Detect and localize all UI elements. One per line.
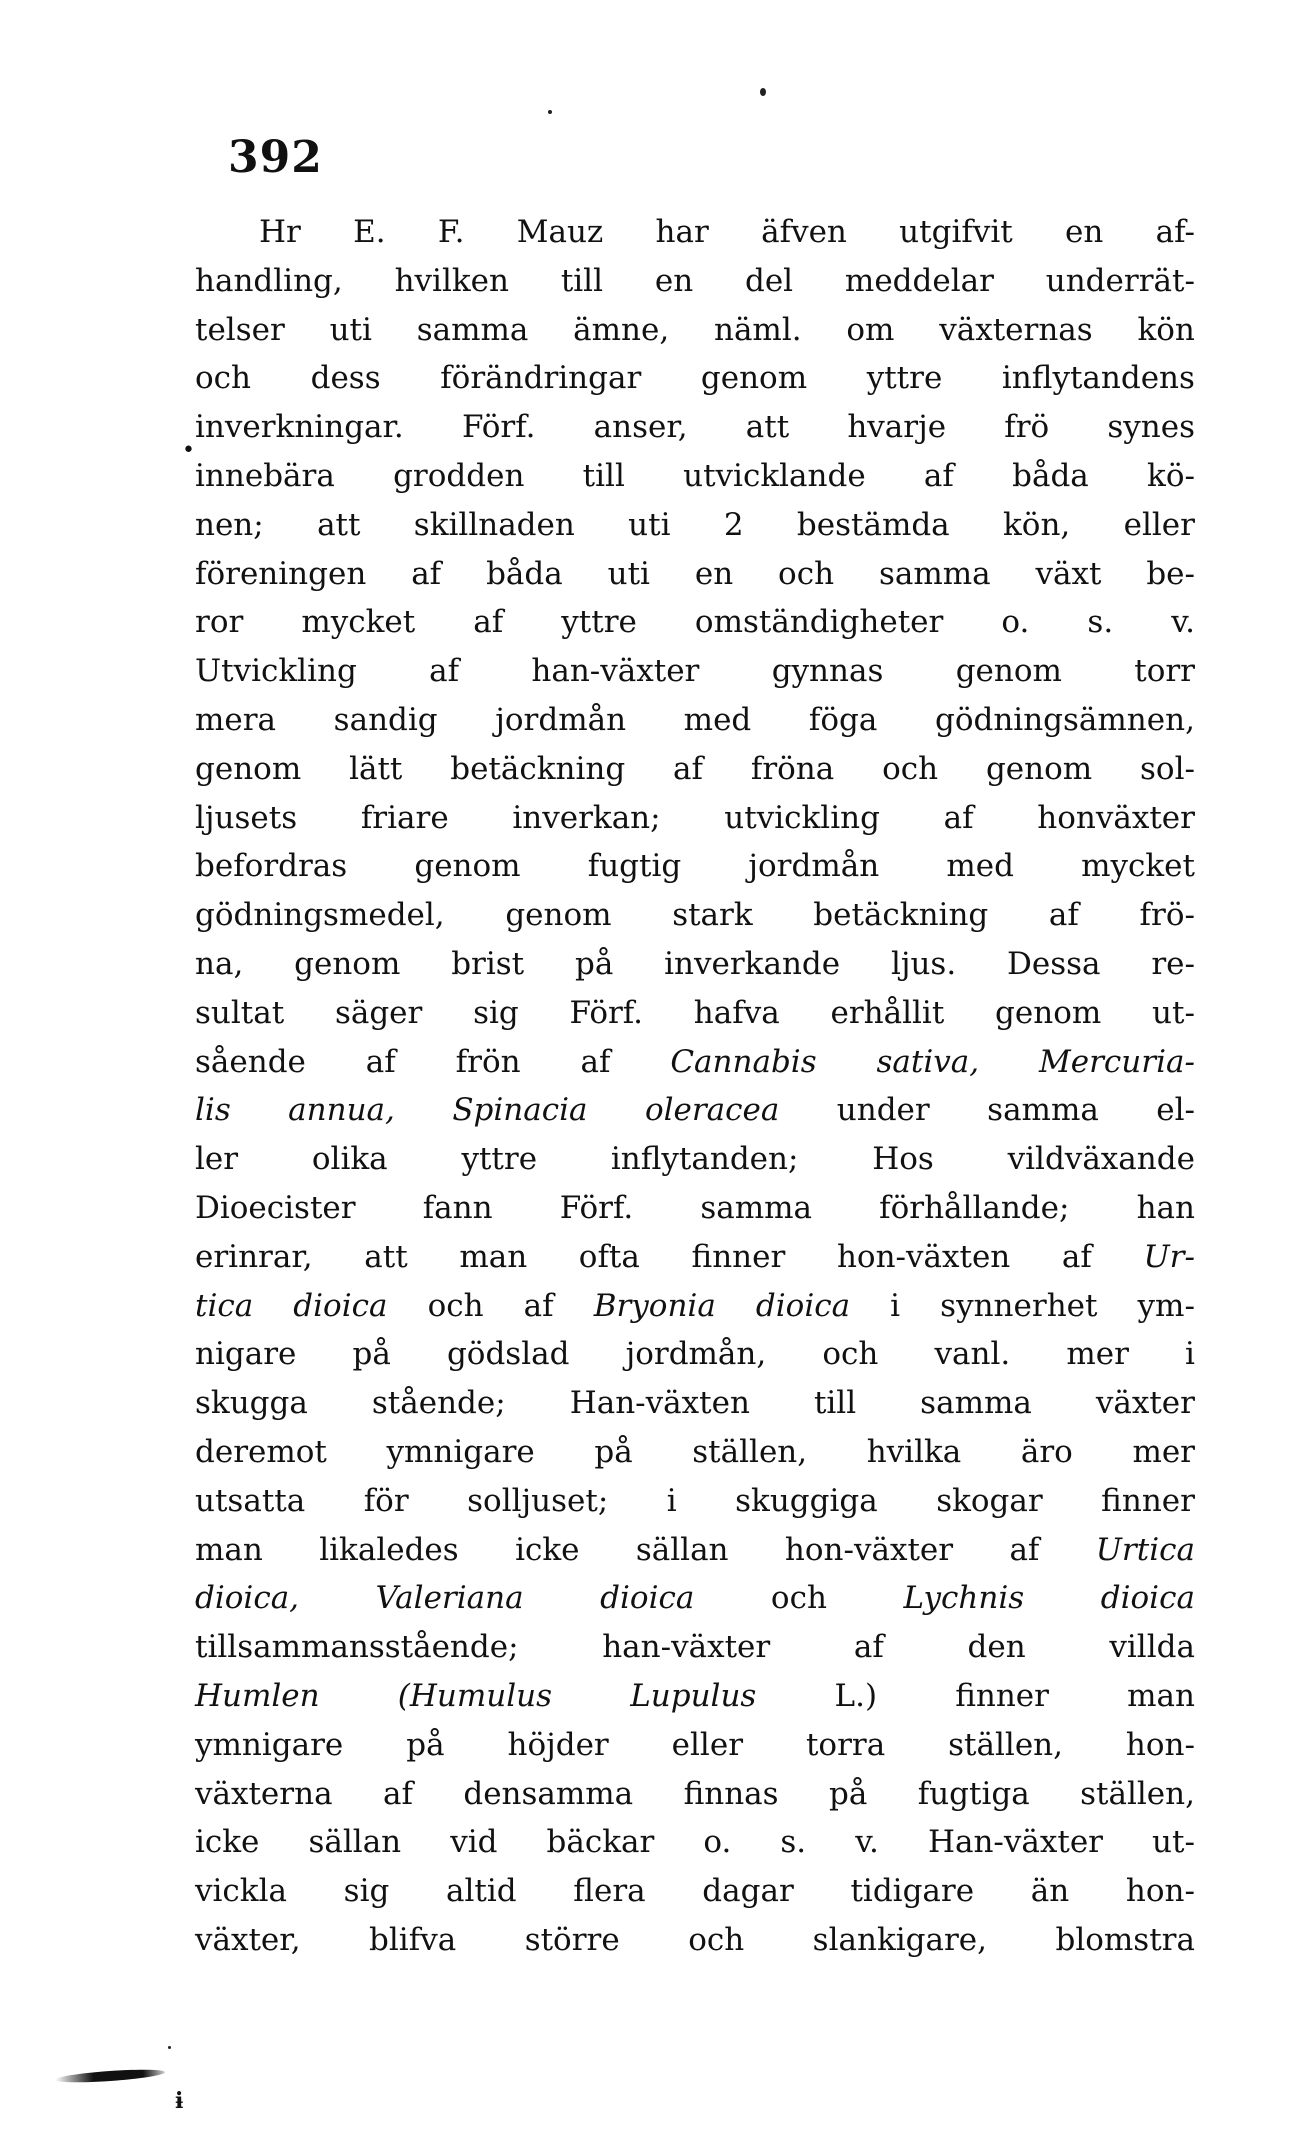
text-word: gynnas [771, 653, 884, 690]
text-word: Förf. [569, 994, 644, 1031]
text-word: han-växter [602, 1629, 771, 1666]
text-word: altid [446, 1873, 517, 1910]
text-word: likaledes [319, 1531, 459, 1568]
text-word: inflytanden; [610, 1141, 799, 1178]
text-line [195, 940, 1195, 989]
text-word: och [195, 360, 251, 397]
text-word: ymnigare [195, 1726, 344, 1763]
text-line [195, 1574, 1195, 1623]
text-word: ym- [1137, 1287, 1195, 1324]
text-word: säger [334, 994, 423, 1031]
text-word: kön, [1003, 506, 1071, 543]
text-word: hvilken [394, 262, 509, 299]
text-word: friare [360, 799, 449, 836]
text-word: i [666, 1482, 677, 1519]
text-word: L.) [834, 1677, 878, 1714]
text-word: frö- [1139, 897, 1195, 934]
text-word: samma [416, 311, 529, 348]
text-line [195, 1770, 1195, 1819]
text-word: stark [672, 897, 753, 934]
text-word: på [828, 1775, 868, 1812]
text-word: tillsammansstående; [195, 1629, 519, 1666]
text-word: ymnigare [386, 1433, 535, 1470]
text-word: på [406, 1726, 445, 1763]
ink-stroke-mark [55, 2067, 165, 2085]
text-word: Cannabis [670, 1043, 817, 1080]
text-word: af [365, 1043, 396, 1080]
text-word: till [582, 457, 625, 494]
text-word: sol- [1140, 750, 1195, 787]
text-word: sående [195, 1043, 306, 1080]
text-word: har [655, 214, 709, 250]
text-word: synes [1107, 409, 1195, 446]
text-word: fann [422, 1189, 493, 1226]
text-word: torr [1134, 653, 1195, 690]
text-word: o. [703, 1824, 732, 1861]
text-word: jordmån [495, 701, 627, 738]
text-word: sativa, [876, 1043, 980, 1080]
text-word: yttre [461, 1141, 538, 1178]
text-word: villda [1109, 1629, 1195, 1666]
text-word: Lupulus [630, 1677, 757, 1714]
text-word: genom [995, 994, 1102, 1031]
text-word: o. [1001, 604, 1030, 641]
text-word: lis [195, 1092, 231, 1129]
text-word: F. [437, 214, 465, 250]
text-word: torra [805, 1726, 886, 1763]
text-word: ljus. [890, 945, 957, 982]
text-word: dioica [293, 1287, 388, 1324]
text-word: af [523, 1287, 554, 1324]
body-text [195, 208, 1195, 1965]
text-word: densamma [463, 1775, 634, 1812]
text-word: utsatta [195, 1482, 306, 1519]
text-word: större [524, 1921, 620, 1958]
text-word: han [1136, 1189, 1195, 1226]
text-word: han-växter [531, 653, 700, 690]
text-word: mera [195, 701, 277, 738]
text-word: uti [607, 555, 650, 592]
text-word: växter, [195, 1921, 301, 1958]
text-word: vanl. [934, 1336, 1011, 1373]
text-word: höjder [507, 1726, 609, 1763]
text-word: gödningsämnen, [934, 701, 1195, 738]
text-word: ler [195, 1141, 239, 1178]
text-line [195, 1379, 1195, 1428]
text-word: underrät- [1045, 262, 1195, 299]
text-word: finnas [683, 1775, 779, 1812]
text-word: inverkningar. [195, 409, 404, 446]
text-word: i [890, 1287, 901, 1324]
text-word: slankigare, [812, 1921, 987, 1958]
text-word: omständigheter [694, 604, 944, 641]
text-word: betäckning [450, 750, 626, 787]
text-word: inverkande [664, 945, 841, 982]
text-word: sällan [308, 1824, 402, 1861]
text-word: dioica [755, 1287, 851, 1324]
text-word: ämne, [573, 311, 670, 348]
text-word: af [411, 555, 442, 592]
text-word: af [853, 1629, 884, 1666]
text-line [195, 842, 1195, 891]
text-word: lätt [349, 750, 403, 787]
text-word: bestämda [796, 506, 950, 543]
text-word: på [574, 945, 614, 982]
text-word: ställen, [1080, 1775, 1195, 1812]
text-word: genom [195, 750, 302, 787]
ink-speck [760, 88, 766, 96]
text-word: icke [515, 1531, 580, 1568]
text-word: oleracea [644, 1092, 780, 1129]
text-word: utvickling [724, 799, 880, 836]
text-word: af [943, 799, 974, 836]
text-line [195, 1086, 1195, 1135]
text-word: el- [1156, 1092, 1195, 1129]
text-word: mycket [301, 604, 416, 641]
text-line [195, 1721, 1195, 1770]
text-word: af [382, 1775, 413, 1812]
text-word: en [654, 262, 694, 299]
text-word: båda [1012, 457, 1089, 494]
margin-mark: • [182, 438, 195, 463]
text-word: Urtica [1095, 1531, 1195, 1568]
text-line [195, 1916, 1195, 1965]
text-word: växter [1095, 1385, 1195, 1422]
text-word: under [836, 1092, 930, 1129]
text-line [195, 1477, 1195, 1526]
text-word: meddelar [844, 262, 994, 299]
text-word: skugga [195, 1385, 308, 1422]
text-word: af- [1155, 214, 1195, 250]
text-word: samma [700, 1189, 813, 1226]
text-word: sig [473, 994, 519, 1031]
text-line [195, 1526, 1195, 1575]
text-line [195, 403, 1195, 452]
text-word: dess [310, 360, 381, 397]
text-word: anser, [593, 409, 688, 446]
text-word: med [683, 701, 752, 738]
text-word: ställen, [692, 1433, 808, 1470]
text-line [195, 794, 1195, 843]
text-word: skuggiga [735, 1482, 878, 1519]
text-word: Han-växter [927, 1824, 1103, 1861]
text-line [195, 696, 1195, 745]
text-word: olika [311, 1141, 388, 1178]
text-word: nen; [195, 506, 264, 543]
text-line [195, 745, 1195, 794]
text-word: att [364, 1238, 408, 1275]
text-word: stående; [371, 1385, 506, 1422]
text-word: Dessa [1007, 945, 1101, 982]
text-word: innebära [195, 457, 335, 494]
text-word: genom [700, 360, 808, 397]
text-word: och [688, 1921, 745, 1958]
text-word: brist [451, 945, 525, 982]
text-word: med [946, 848, 1014, 885]
text-word: tidigare [850, 1873, 975, 1910]
text-word: inverkan; [512, 799, 661, 836]
text-word: ställen, [948, 1726, 1063, 1763]
text-word: frön [455, 1043, 521, 1080]
text-word: sällan [635, 1531, 729, 1568]
text-word: jordmån, [625, 1336, 767, 1373]
text-word: telser [195, 311, 285, 348]
text-word: sig [343, 1873, 390, 1910]
text-word: eller [671, 1726, 744, 1763]
text-word: s. [780, 1824, 807, 1861]
text-line [195, 1623, 1195, 1672]
text-word: fugtig [587, 848, 682, 885]
text-word: af [673, 750, 703, 787]
text-word: Mauz [516, 214, 604, 250]
text-word: genom [955, 653, 1062, 690]
text-word: synnerhet [940, 1287, 1098, 1324]
ink-speck [548, 110, 552, 114]
text-line [195, 647, 1195, 696]
text-word: Förf. [559, 1189, 634, 1226]
text-line [195, 1233, 1195, 1282]
text-word: mer [1066, 1336, 1129, 1373]
text-line [195, 1184, 1195, 1233]
text-word: hon-växter [784, 1531, 954, 1568]
text-word: föga [808, 701, 878, 738]
text-word: om [846, 311, 895, 348]
text-word: på [594, 1433, 633, 1470]
text-word: v. [1171, 604, 1195, 641]
text-word: en [1065, 214, 1104, 250]
text-word: till [813, 1385, 857, 1422]
text-word: grodden [393, 457, 525, 494]
text-word: kön [1137, 311, 1195, 348]
text-line [195, 1330, 1195, 1379]
text-word: uti [329, 311, 372, 348]
text-word: förändringar [440, 360, 642, 397]
text-word: man [459, 1238, 528, 1275]
text-word: af [473, 604, 504, 641]
text-word: Hr [259, 214, 301, 250]
text-line [195, 1282, 1195, 1331]
page-number: 392 [228, 132, 323, 183]
text-word: samma [878, 555, 991, 592]
text-word: gödningsmedel, [195, 897, 445, 934]
text-word: v. [855, 1824, 879, 1861]
text-word: ofta [578, 1238, 640, 1275]
text-word: nigare [195, 1336, 297, 1373]
text-word: och [427, 1287, 484, 1324]
text-word: deremot [195, 1433, 327, 1470]
text-line [195, 891, 1195, 940]
text-word: Han-växten [569, 1385, 750, 1422]
text-word: tica [195, 1287, 254, 1324]
text-word: re- [1151, 945, 1195, 982]
text-word: mer [1132, 1433, 1195, 1470]
text-word: finner [1101, 1482, 1195, 1519]
text-word: frö [1004, 409, 1050, 446]
text-word: ut- [1152, 994, 1195, 1031]
text-word: skogar [936, 1482, 1043, 1519]
text-word: Förf. [461, 409, 536, 446]
text-word: eller [1123, 506, 1195, 543]
text-word: Mercuria- [1039, 1043, 1195, 1080]
text-word: yttre [561, 604, 637, 641]
text-word: solljuset; [467, 1482, 609, 1519]
text-word: kö- [1147, 457, 1195, 494]
text-word: yttre [866, 360, 943, 397]
text-word: på [352, 1336, 391, 1373]
text-word: den [967, 1629, 1026, 1666]
text-word: genom [414, 848, 521, 885]
text-word: hon-växten [836, 1238, 1011, 1275]
text-word: Utvickling [195, 653, 357, 690]
text-word: 2 [723, 506, 744, 543]
text-word: växt [1035, 555, 1102, 592]
text-line [195, 354, 1195, 403]
text-word: dioica [1100, 1580, 1195, 1617]
text-line [195, 1672, 1195, 1721]
text-word: växternas [939, 311, 1093, 348]
text-word: del [744, 262, 794, 299]
text-word: båda [486, 555, 563, 592]
text-word: man [1127, 1677, 1195, 1714]
text-line [195, 1135, 1195, 1184]
text-word: genom [505, 897, 612, 934]
text-word: hvilka [866, 1433, 962, 1470]
text-line [195, 550, 1195, 599]
text-word: en [694, 555, 734, 592]
text-word: s. [1087, 604, 1114, 641]
text-word: äfven [761, 214, 847, 250]
text-word: än [1030, 1873, 1070, 1910]
text-word: be- [1146, 555, 1195, 592]
text-word: af [429, 653, 460, 690]
text-word: näml. [713, 311, 802, 348]
text-line [195, 1428, 1195, 1477]
text-word: att [317, 506, 361, 543]
text-word: utvicklande [683, 457, 866, 494]
text-word: dagar [702, 1873, 794, 1910]
text-word: växterna [195, 1775, 333, 1812]
text-word: äro [1020, 1433, 1073, 1470]
text-word: finner [955, 1677, 1049, 1714]
text-word: till [560, 262, 604, 299]
text-word: inflytandens [1001, 360, 1195, 397]
text-word: annua, [288, 1092, 395, 1129]
text-word: mycket [1081, 848, 1195, 885]
text-word: icke [195, 1824, 260, 1861]
text-word: blomstra [1055, 1921, 1195, 1958]
text-word: i [1185, 1336, 1195, 1373]
text-word: af [1009, 1531, 1040, 1568]
text-word: handling, [195, 262, 343, 299]
text-word: honväxter [1037, 799, 1195, 836]
text-word: erinrar, [195, 1238, 313, 1275]
text-word: samma [987, 1092, 1099, 1129]
text-line [195, 452, 1195, 501]
text-word: Humlen [195, 1677, 320, 1714]
text-word: ror [195, 604, 244, 641]
text-word: att [745, 409, 790, 446]
text-word: jordmån [748, 848, 880, 885]
text-word: hvarje [847, 409, 947, 446]
text-word: (Humulus [397, 1677, 553, 1714]
text-word: Spinacia [452, 1092, 588, 1129]
text-word: af [923, 457, 954, 494]
text-word: flera [573, 1873, 646, 1910]
text-line [195, 1867, 1195, 1916]
text-word: sandig [333, 701, 438, 738]
text-word: Valeriana [375, 1580, 524, 1617]
text-word: vildväxande [1007, 1141, 1195, 1178]
text-word: sultat [195, 994, 285, 1031]
text-word: ljusets [195, 799, 298, 836]
text-word: förhållande; [879, 1189, 1070, 1226]
text-word: fugtiga [917, 1775, 1030, 1812]
text-word: betäckning [813, 897, 989, 934]
text-word: hon- [1125, 1726, 1195, 1763]
text-word: blifva [369, 1921, 457, 1958]
text-word: E. [353, 214, 386, 250]
text-word: föreningen [195, 555, 367, 592]
text-word: ut- [1152, 1824, 1195, 1861]
text-word: erhållit [830, 994, 945, 1031]
text-word: och [770, 1580, 827, 1617]
text-word: man [195, 1531, 263, 1568]
text-line [195, 1038, 1195, 1087]
text-word: af [580, 1043, 611, 1080]
text-word: skillnaden [413, 506, 575, 543]
text-word: vid [450, 1824, 498, 1861]
text-word: hon- [1125, 1873, 1195, 1910]
bottom-glyph: ɨ [175, 2088, 184, 2114]
text-word: finner [691, 1238, 786, 1275]
text-word: genom [294, 945, 401, 982]
text-word: fröna [750, 750, 835, 787]
text-word: af [1061, 1238, 1092, 1275]
ink-speck [168, 2046, 171, 2049]
text-word: utgifvit [899, 214, 1013, 250]
text-line [195, 501, 1195, 550]
text-word: dioica [600, 1580, 695, 1617]
text-word: vickla [195, 1873, 287, 1910]
text-word: och [882, 750, 939, 787]
text-word: befordras [195, 848, 348, 885]
text-word: gödslad [446, 1336, 570, 1373]
text-word: Lychnis [903, 1580, 1025, 1617]
text-word: na, [195, 945, 244, 982]
text-line [195, 208, 1195, 257]
text-word: uti [628, 506, 671, 543]
text-word: hafva [693, 994, 780, 1031]
text-word: af [1048, 897, 1079, 934]
text-word: Bryonia [593, 1287, 716, 1324]
text-line [195, 1818, 1195, 1867]
text-line [195, 257, 1195, 306]
text-word: bäckar [546, 1824, 655, 1861]
text-word: dioica, [195, 1580, 300, 1617]
text-line [195, 306, 1195, 355]
text-line [195, 598, 1195, 647]
text-word: genom [985, 750, 1093, 787]
text-word: samma [920, 1385, 1032, 1422]
text-word: för [363, 1482, 409, 1519]
text-line [195, 989, 1195, 1038]
text-word: och [822, 1336, 879, 1373]
text-word: Hos [872, 1141, 934, 1178]
text-word: Dioecister [195, 1189, 356, 1226]
text-word: och [778, 555, 835, 592]
text-word: Ur- [1143, 1238, 1195, 1275]
